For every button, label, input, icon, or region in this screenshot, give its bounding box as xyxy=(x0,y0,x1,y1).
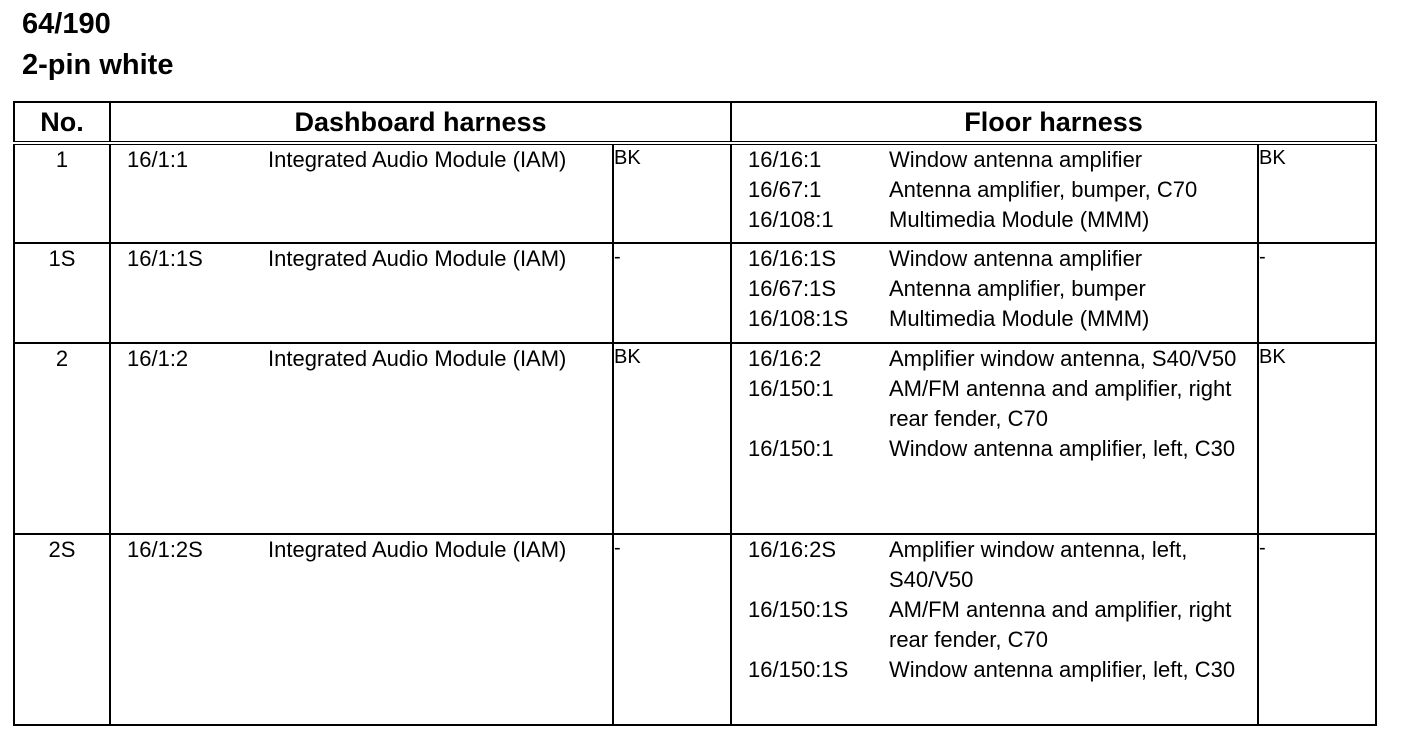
document-header xyxy=(22,4,173,86)
dashboard-description: Integrated Audio Module (IAM) xyxy=(268,537,567,562)
dashboard-description: Integrated Audio Module (IAM) xyxy=(268,246,567,271)
floor-code: 16/108:1S xyxy=(748,306,849,331)
column-header-no: No. xyxy=(14,102,110,143)
floor-description: Amplifier window antenna, left, S40/V50 xyxy=(889,537,1188,592)
floor-code: 16/16:2S xyxy=(748,537,837,562)
floor-cell xyxy=(731,143,1258,243)
floor-code: 16/67:1S xyxy=(748,276,837,301)
connector-number: 64/190 xyxy=(22,8,111,40)
floor-code: 16/150:1 xyxy=(748,436,834,461)
column-header-dashboard: Dashboard harness xyxy=(110,102,731,143)
column-header-floor: Floor harness xyxy=(731,102,1376,143)
floor-description: Window antenna amplifier xyxy=(889,246,1143,271)
table-row xyxy=(14,534,1376,725)
dashboard-description: Integrated Audio Module (IAM) xyxy=(268,147,567,172)
floor-code: 16/150:1S xyxy=(748,597,849,622)
row-number: 1 xyxy=(14,143,110,243)
dashboard-cell xyxy=(110,534,613,725)
table-header-row xyxy=(14,102,1376,143)
dashboard-cell xyxy=(110,243,613,343)
dashboard-code: 16/1:1 xyxy=(127,147,189,172)
table-row xyxy=(14,343,1376,534)
floor-code: 16/150:1 xyxy=(748,376,834,401)
floor-description: Antenna amplifier, bumper, C70 xyxy=(889,177,1198,202)
dashboard-wire-color: - xyxy=(613,534,731,725)
harness-table xyxy=(13,101,1377,726)
floor-cell xyxy=(731,243,1258,343)
row-number: 2S xyxy=(14,534,110,725)
dashboard-description: Integrated Audio Module (IAM) xyxy=(268,346,567,371)
table-row xyxy=(14,143,1376,243)
floor-description: Window antenna amplifier, left, C30 xyxy=(889,436,1236,461)
floor-wire-color: BK xyxy=(1258,343,1376,534)
table-row xyxy=(14,243,1376,343)
floor-code: 16/67:1 xyxy=(748,177,822,202)
dashboard-code: 16/1:2 xyxy=(127,346,189,371)
dashboard-wire-color: - xyxy=(613,243,731,343)
floor-description: Antenna amplifier, bumper xyxy=(889,276,1146,301)
dashboard-code: 16/1:1S xyxy=(127,246,203,271)
table-body xyxy=(14,143,1376,725)
row-number: 2 xyxy=(14,343,110,534)
floor-description: AM/FM antenna and amplifier, right rear fender, C70 xyxy=(889,597,1232,652)
dashboard-wire-color: BK xyxy=(613,343,731,534)
floor-wire-color: - xyxy=(1258,243,1376,343)
floor-description: Multimedia Module (MMM) xyxy=(889,207,1150,232)
floor-description: Multimedia Module (MMM) xyxy=(889,306,1150,331)
dashboard-cell xyxy=(110,143,613,243)
floor-code: 16/16:1 xyxy=(748,147,822,172)
dashboard-cell xyxy=(110,343,613,534)
connector-type: 2-pin white xyxy=(22,49,174,81)
floor-description: Window antenna amplifier, left, C30 xyxy=(889,657,1236,682)
floor-description: AM/FM antenna and amplifier, right rear fender, C70 xyxy=(889,376,1232,431)
floor-code: 16/108:1 xyxy=(748,207,834,232)
floor-wire-color: - xyxy=(1258,534,1376,725)
floor-description: Amplifier window antenna, S40/V50 xyxy=(889,346,1237,371)
floor-code: 16/150:1S xyxy=(748,657,849,682)
dashboard-code: 16/1:2S xyxy=(127,537,203,562)
floor-cell xyxy=(731,343,1258,534)
floor-code: 16/16:2 xyxy=(748,346,822,371)
floor-code: 16/16:1S xyxy=(748,246,837,271)
floor-description: Window antenna amplifier xyxy=(889,147,1143,172)
dashboard-wire-color: BK xyxy=(613,143,731,243)
floor-wire-color: BK xyxy=(1258,143,1376,243)
row-number: 1S xyxy=(14,243,110,343)
floor-cell xyxy=(731,534,1258,725)
